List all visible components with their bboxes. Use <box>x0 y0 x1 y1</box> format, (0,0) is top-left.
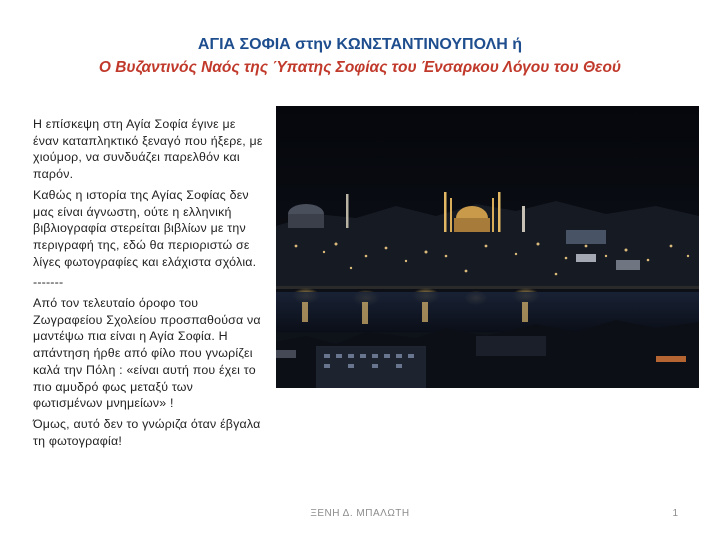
title-main: ΑΓΙΑ ΣΟΦΙΑ στην ΚΩΝΣΤΑΝΤΙΝΟΥΠΟΛΗ ή <box>197 36 523 53</box>
paragraph-visit: Η επίσκεψη στη Αγία Σοφία έγινε με έναν καταπληκτικό ξεναγό που ήξερε, με χιούμορ, να συνδυάζει παρελθόν και παρόν. <box>33 117 263 182</box>
footer-author: ΞΕΝΗ Δ. ΜΠΑΛΩΤΗ <box>310 508 410 519</box>
paragraph-closing: Όμως, αυτό δεν το γνώριζα όταν έβγαλα τη φωτογραφία! <box>33 416 261 448</box>
paragraph-history: Καθώς η ιστορία της Αγίας Σοφίας δεν μας είναι άγνωστη, ούτε η ελληνική βιβλιογραφία στερείται βιβλίων με την περιγραφή της, εδώ θα περιοριστώ σε λίγες φωτογραφίες και ελάχιστα σχόλια. <box>33 187 257 269</box>
title-subtitle: Ο Βυζαντινός Ναός της Ύπατης Σοφίας του Ένσαρκου Λόγου του Θεού <box>98 59 622 76</box>
page-number: 1 <box>672 508 678 519</box>
night-city-photo <box>276 106 699 388</box>
paragraph-school: Από τον τελευταίο όροφο του Ζωγραφείου Σχολείου προσπαθούσα να μαντέψω πια είναι η Αγία Σοφία. Η απάντηση ήρθε από φίλο που γνωρίζει καλά την Πόλη : «είναι αυτή που έχει το πιο αμυδρό φως μεταξύ των φωτισμένων μνημείων» ! <box>33 296 261 411</box>
body-text <box>33 116 265 453</box>
separator-dashes: ------- <box>33 275 64 290</box>
slide-title <box>0 34 720 80</box>
